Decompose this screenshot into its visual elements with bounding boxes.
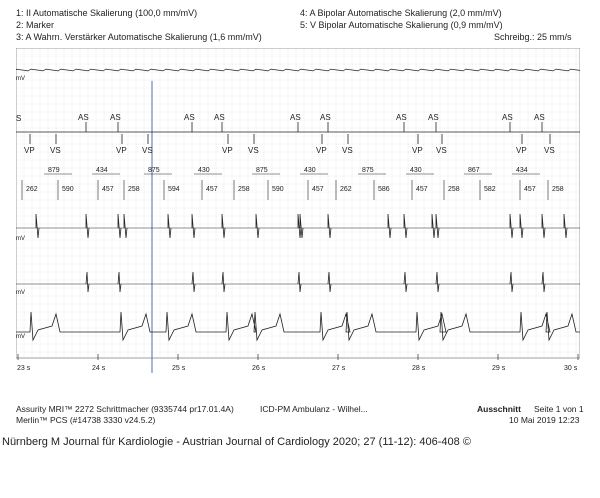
interval-bottom: 262: [340, 186, 352, 193]
interval-top: 879: [48, 167, 60, 174]
interval-bottom: 457: [102, 186, 114, 193]
marker-as: AS: [534, 113, 545, 122]
marker-vp: VP: [316, 146, 327, 155]
marker-as: AS: [184, 113, 195, 122]
atrial-amp-spike: [432, 214, 435, 238]
marker-vs: VS: [248, 146, 259, 155]
interval-top: 867: [468, 167, 480, 174]
marker-s-left: S: [16, 114, 22, 123]
channel-4-label: 4: A Bipolar Automatische Skalierung (2,0 mm/mV): [300, 8, 502, 18]
marker-vp: VP: [24, 146, 35, 155]
atrial-amp-spike: [510, 214, 513, 238]
a-bipolar-spike: [328, 272, 331, 292]
channel-3-label: 3: A Wahrn. Verstärker Automatische Skalierung (1,6 mm/mV): [16, 32, 262, 42]
atrial-amp-spike: [118, 214, 121, 238]
interval-bottom: 594: [168, 186, 180, 193]
atrial-amp-spike: [124, 214, 127, 238]
time-label: 29 s: [492, 365, 506, 372]
clinic-info: ICD-PM Ambulanz - Wilhel...: [260, 404, 368, 414]
interval-top: 875: [256, 167, 268, 174]
interval-bottom: 457: [416, 186, 428, 193]
a-bipolar-spike: [86, 272, 89, 292]
interval-top: 434: [516, 167, 528, 174]
interval-bottom: 258: [128, 186, 140, 193]
ecg-strip: [16, 48, 580, 378]
marker-as: AS: [428, 113, 439, 122]
atrial-amp-spike: [542, 214, 545, 238]
time-label: 25 s: [172, 365, 186, 372]
a-bipolar-spike: [542, 272, 545, 292]
interval-bottom: 590: [62, 186, 74, 193]
programmer-info: Merlin™ PCS (#14738 3330 v24.5.2): [16, 415, 156, 425]
atrial-amp-spike: [192, 214, 195, 238]
interval-bottom: 262: [26, 186, 38, 193]
interval-bottom: 582: [484, 186, 496, 193]
marker-vs: VS: [50, 146, 61, 155]
device-info: Assurity MRI™ 2272 Schrittmacher (9335744 pr17.01.4A): [16, 404, 234, 414]
marker-as: AS: [214, 113, 225, 122]
interval-bottom: 590: [272, 186, 284, 193]
a-bipolar-spike: [222, 272, 225, 292]
channel3-mv-label: mV: [16, 236, 25, 242]
time-label: 30 s: [564, 365, 578, 372]
channel4-mv-label: mV: [16, 290, 25, 296]
time-label: 26 s: [252, 365, 266, 372]
marker-vs: VS: [342, 146, 353, 155]
atrial-amp-spike: [168, 214, 171, 238]
a-bipolar-spike: [436, 272, 439, 292]
marker-vs: VS: [436, 146, 447, 155]
marker-as: AS: [110, 113, 121, 122]
marker-as: AS: [502, 113, 513, 122]
interval-bottom: 586: [378, 186, 390, 193]
time-label: 28 s: [412, 365, 426, 372]
atrial-amp-spike: [404, 214, 407, 238]
a-bipolar-spike: [192, 272, 195, 292]
marker-as: AS: [78, 113, 89, 122]
time-label: 23 s: [17, 365, 31, 372]
page-indicator: Seite 1 von 1: [534, 404, 584, 414]
interval-bottom: 258: [448, 186, 460, 193]
interval-bottom: 457: [524, 186, 536, 193]
ecg-trace-lead-ii: [16, 69, 580, 71]
atrial-amp-spike: [520, 214, 523, 238]
interval-top: 875: [362, 167, 374, 174]
marker-vp: VP: [222, 146, 233, 155]
marker-vp: VP: [412, 146, 423, 155]
channel-5-label: 5: V Bipolar Automatische Skalierung (0,9 mm/mV): [300, 20, 503, 30]
a-bipolar-spike: [404, 272, 407, 292]
atrial-amp-spike: [256, 214, 259, 238]
atrial-amp-spike: [388, 214, 391, 238]
ecg-chart: [16, 48, 580, 378]
interval-bottom: 457: [206, 186, 218, 193]
interval-top: 430: [198, 167, 210, 174]
marker-vs: VS: [544, 146, 555, 155]
channel-2-label: 2: Marker: [16, 20, 55, 30]
atrial-amp-spike: [328, 214, 331, 238]
interval-top: 434: [96, 167, 108, 174]
marker-vp: VP: [516, 146, 527, 155]
atrial-amp-spike: [564, 214, 567, 238]
a-bipolar-spike: [118, 272, 121, 292]
marker-as: AS: [396, 113, 407, 122]
interval-top: 430: [304, 167, 316, 174]
sweep-speed-label: Schreibg.: 25 mm/s: [494, 32, 572, 42]
strip-border: [16, 48, 580, 358]
atrial-amp-spike: [36, 214, 39, 238]
atrial-amp-spike: [436, 214, 439, 238]
channel1-mv-label: mV: [16, 76, 25, 82]
interval-top: 875: [148, 167, 160, 174]
timestamp: 10 Mai 2019 12:23: [509, 415, 580, 425]
interval-bottom: 457: [312, 186, 324, 193]
atrial-amp-spike: [222, 214, 225, 238]
marker-as: AS: [320, 113, 331, 122]
a-bipolar-spike: [298, 272, 301, 292]
interval-bottom: 258: [552, 186, 564, 193]
channel-1-label: 1: II Automatische Skalierung (100,0 mm/mV): [16, 8, 198, 18]
marker-vp: VP: [116, 146, 127, 155]
section-label: Ausschnitt: [477, 404, 521, 414]
a-bipolar-spike: [510, 272, 513, 292]
time-label: 24 s: [92, 365, 106, 372]
journal-caption: Nürnberg M Journal für Kardiologie - Austrian Journal of Cardiology 2020; 27 (11-12): 406-408 ©: [2, 436, 471, 448]
time-label: 27 s: [332, 365, 346, 372]
channel5-mv-label: mV: [16, 334, 25, 340]
atrial-amp-spike: [86, 214, 89, 238]
marker-vs: VS: [142, 146, 153, 155]
interval-top: 430: [410, 167, 422, 174]
marker-as: AS: [290, 113, 301, 122]
interval-bottom: 258: [238, 186, 250, 193]
